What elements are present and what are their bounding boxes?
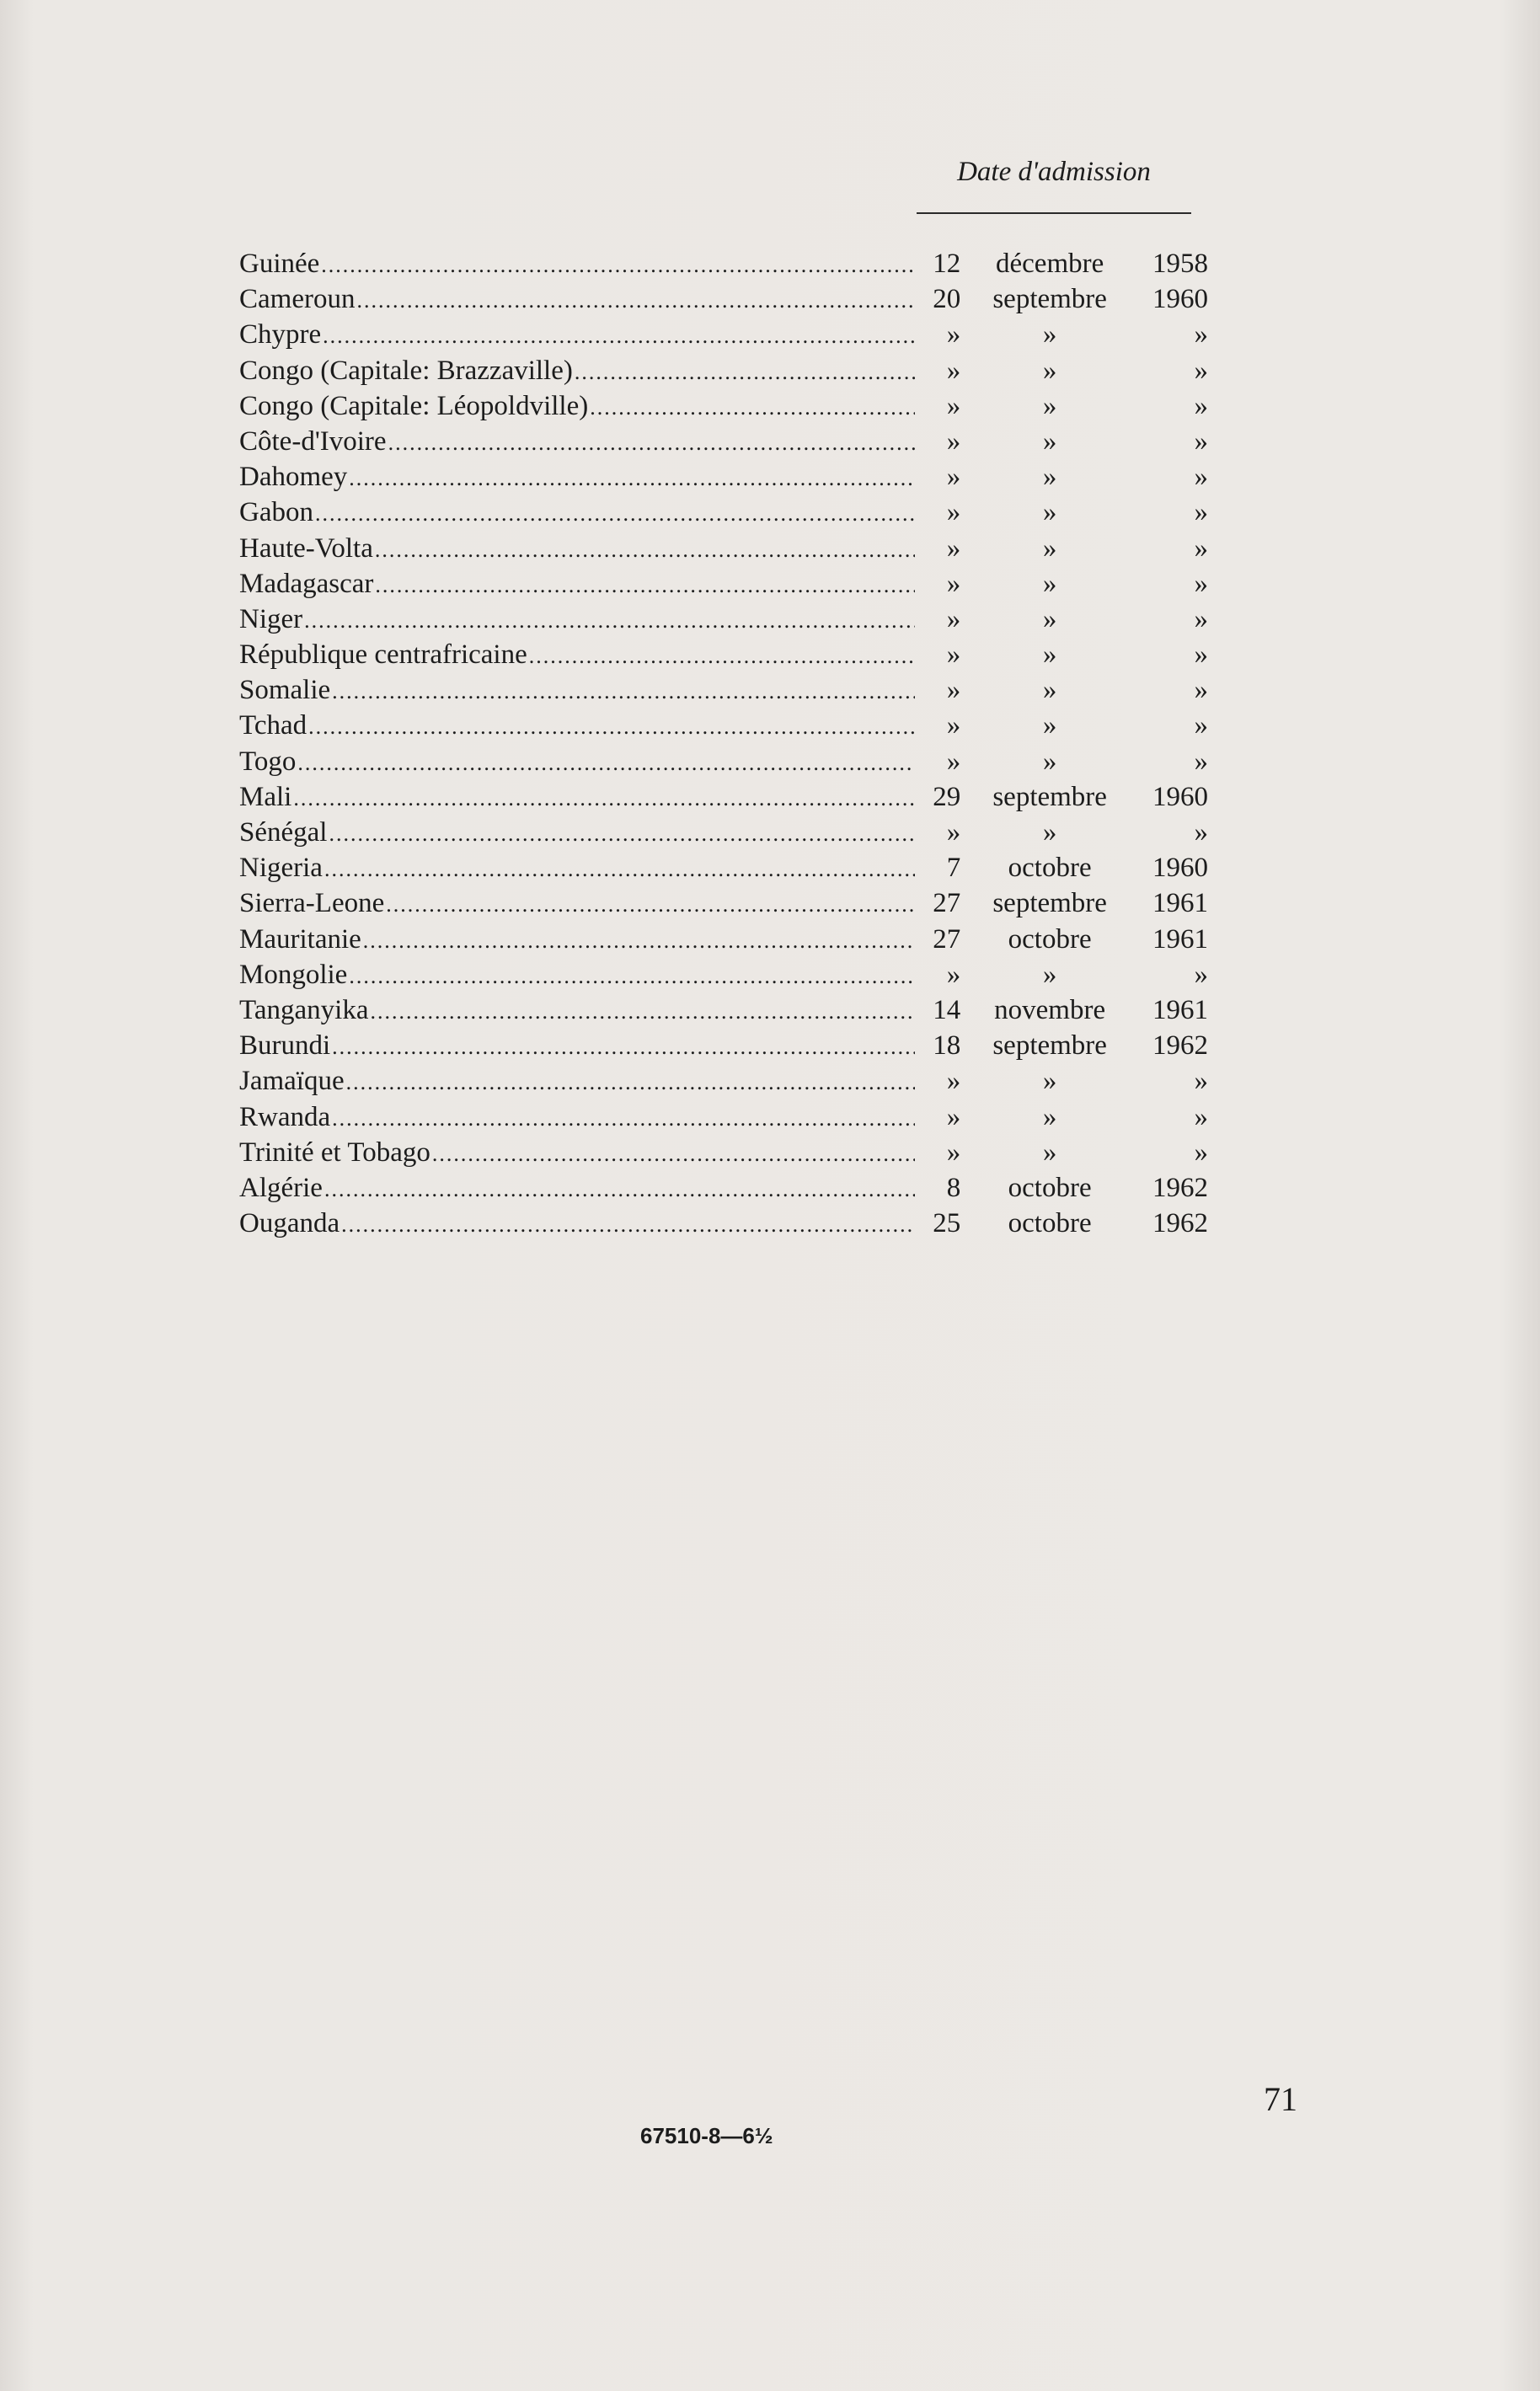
country-name: Mali: [239, 781, 292, 812]
admission-year: 1961: [1152, 888, 1208, 919]
country-name: Madagascar: [239, 568, 374, 599]
header-rule: [917, 212, 1191, 214]
admission-month: »: [1042, 462, 1057, 493]
table-row: [239, 815, 1208, 850]
table-row: [239, 637, 1208, 672]
admission-year: »: [1194, 959, 1208, 990]
print-code: 67510-8—6½: [640, 2123, 773, 2148]
admission-month: octobre: [1008, 923, 1092, 955]
admission-year: »: [1194, 532, 1208, 564]
country-name: Mauritanie: [239, 923, 361, 955]
country-cell: [239, 1206, 923, 1243]
admission-day: »: [946, 568, 961, 599]
admission-day: 8: [946, 1172, 961, 1203]
dot-leader: [370, 994, 915, 1030]
dot-leader: [332, 1030, 915, 1065]
dot-leader: [293, 781, 915, 816]
admission-year: »: [1194, 817, 1208, 848]
admission-month: »: [1042, 1066, 1057, 1097]
country-cell: [239, 708, 923, 745]
admission-day: 27: [933, 923, 961, 955]
admission-month: septembre: [992, 284, 1107, 315]
country-cell: [239, 317, 923, 354]
country-cell: [239, 353, 923, 390]
admission-day: 14: [933, 994, 961, 1025]
dot-leader: [432, 1137, 916, 1172]
admission-year: »: [1194, 603, 1208, 634]
admission-month: »: [1042, 710, 1057, 741]
country-cell: [239, 424, 923, 461]
table-row: [239, 885, 1208, 921]
dot-leader: [388, 425, 916, 461]
admission-month: octobre: [1008, 853, 1092, 884]
admission-year: »: [1194, 390, 1208, 421]
dot-leader: [324, 1172, 915, 1207]
admission-year: »: [1194, 1101, 1208, 1132]
country-cell: [239, 281, 923, 318]
admission-day: »: [946, 319, 961, 350]
country-cell: [239, 1170, 923, 1207]
dot-leader: [329, 816, 915, 852]
admission-month: »: [1042, 959, 1057, 990]
country-cell: [239, 566, 923, 603]
admission-month: »: [1042, 390, 1057, 421]
dot-leader: [315, 496, 915, 532]
country-cell: [239, 744, 923, 781]
country-name: Togo: [239, 746, 297, 777]
country-name: Congo (Capitale: Brazzaville): [239, 355, 573, 386]
table-row: [239, 1206, 1208, 1241]
admission-day: 25: [933, 1208, 961, 1239]
dot-leader: [323, 318, 915, 354]
table-row: [239, 602, 1208, 637]
table-row: [239, 744, 1208, 779]
admission-year: »: [1194, 497, 1208, 528]
admission-day: »: [946, 603, 961, 634]
admission-day: »: [946, 532, 961, 564]
country-cell: [239, 637, 923, 674]
admission-day: 29: [933, 781, 961, 812]
admission-month: septembre: [992, 888, 1107, 919]
dot-leader: [341, 1207, 915, 1243]
table-row: [239, 957, 1208, 992]
admission-month: »: [1042, 568, 1057, 599]
table-row: [239, 566, 1208, 602]
dot-leader: [332, 1101, 915, 1137]
country-cell: [239, 850, 923, 887]
dot-leader: [529, 639, 916, 674]
page-number: 71: [1264, 2080, 1297, 2118]
country-cell: [239, 495, 923, 532]
admission-month: »: [1042, 817, 1057, 848]
table-row: [239, 850, 1208, 885]
admission-year: »: [1194, 1066, 1208, 1097]
country-name: Sénégal: [239, 817, 328, 848]
table-row: [239, 459, 1208, 495]
admission-year: 1960: [1152, 284, 1208, 315]
dot-leader: [297, 746, 915, 781]
table-row: [239, 992, 1208, 1028]
admission-day: »: [946, 462, 961, 493]
country-cell: [239, 602, 923, 639]
admission-day: »: [946, 425, 961, 457]
table-row: [239, 1135, 1208, 1170]
admission-month: »: [1042, 532, 1057, 564]
country-name: Mongolie: [239, 959, 348, 990]
country-name: Algérie: [239, 1172, 323, 1203]
country-cell: [239, 1135, 923, 1172]
dot-leader: [346, 1065, 916, 1100]
table-row: [239, 1170, 1208, 1206]
admission-year: »: [1194, 710, 1208, 741]
country-name: Dahomey: [239, 462, 348, 493]
admission-day: »: [946, 959, 961, 990]
admission-day: »: [946, 710, 961, 741]
table-row: [239, 779, 1208, 815]
country-name: Guinée: [239, 249, 320, 279]
admission-day: »: [946, 675, 961, 706]
table-row: [239, 388, 1208, 424]
admission-day: »: [946, 355, 961, 386]
country-cell: [239, 672, 923, 709]
dot-leader: [324, 852, 915, 887]
dot-leader: [349, 959, 915, 994]
dot-leader: [321, 248, 915, 283]
country-name: Burundi: [239, 1030, 331, 1062]
dot-leader: [308, 709, 915, 745]
admission-year: 1962: [1152, 1172, 1208, 1203]
admission-year: 1961: [1152, 994, 1208, 1025]
admission-day: »: [946, 746, 961, 777]
country-cell: [239, 459, 923, 496]
admission-year: »: [1194, 319, 1208, 350]
admission-month: décembre: [996, 249, 1104, 279]
country-cell: [239, 246, 923, 283]
country-cell: [239, 957, 923, 994]
table-row: [239, 672, 1208, 708]
admission-month: octobre: [1008, 1208, 1092, 1239]
admission-year: 1960: [1152, 853, 1208, 884]
admission-day: 20: [933, 284, 961, 315]
admission-month: septembre: [992, 781, 1107, 812]
country-name: Cameroun: [239, 284, 356, 315]
country-name: Niger: [239, 603, 303, 634]
dot-leader: [304, 603, 915, 639]
dot-leader: [590, 390, 915, 425]
table-row: [239, 353, 1208, 388]
dot-leader: [386, 887, 915, 923]
admission-month: »: [1042, 639, 1057, 671]
table-row: [239, 1028, 1208, 1063]
admission-day: »: [946, 1137, 961, 1168]
admission-month: »: [1042, 675, 1057, 706]
country-name: Jamaïque: [239, 1066, 345, 1097]
country-name: Ouganda: [239, 1208, 340, 1239]
country-name: Tchad: [239, 710, 307, 741]
country-cell: [239, 992, 923, 1030]
table-row: [239, 281, 1208, 317]
country-cell: [239, 388, 923, 425]
admission-month: septembre: [992, 1030, 1107, 1062]
dot-leader: [349, 461, 915, 496]
admission-month: »: [1042, 746, 1057, 777]
admission-day: 7: [946, 853, 961, 884]
admission-day: »: [946, 639, 961, 671]
admission-day: »: [946, 1101, 961, 1132]
country-cell: [239, 531, 923, 568]
admission-year: 1962: [1152, 1030, 1208, 1062]
table-row: [239, 246, 1208, 281]
dot-leader: [375, 568, 915, 603]
admission-day: 27: [933, 888, 961, 919]
dot-leader: [575, 355, 916, 390]
admission-year: »: [1194, 746, 1208, 777]
admission-year: »: [1194, 425, 1208, 457]
country-cell: [239, 1028, 923, 1065]
country-name: Nigeria: [239, 853, 323, 884]
admission-month: »: [1042, 497, 1057, 528]
country-name: Trinité et Tobago: [239, 1137, 430, 1168]
country-cell: [239, 1063, 923, 1100]
table-row: [239, 424, 1208, 459]
admission-month: novembre: [994, 994, 1106, 1025]
table-row: [239, 317, 1208, 352]
admission-year: 1962: [1152, 1208, 1208, 1239]
dot-leader: [332, 674, 915, 709]
admission-day: 18: [933, 1030, 961, 1062]
admission-month: »: [1042, 1101, 1057, 1132]
table-row: [239, 922, 1208, 957]
admission-year: 1960: [1152, 781, 1208, 812]
admission-year: »: [1194, 1137, 1208, 1168]
country-name: Haute-Volta: [239, 532, 373, 564]
country-name: Rwanda: [239, 1101, 331, 1132]
country-cell: [239, 815, 923, 852]
table-row: [239, 1063, 1208, 1099]
admission-month: »: [1042, 1137, 1057, 1168]
country-name: Côte-d'Ivoire: [239, 425, 387, 457]
country-name: Congo (Capitale: Léopoldville): [239, 390, 589, 421]
admission-day: »: [946, 1066, 961, 1097]
country-name: Somalie: [239, 675, 331, 706]
admission-month: »: [1042, 425, 1057, 457]
country-name: République centrafricaine: [239, 639, 527, 671]
country-name: Tanganyika: [239, 994, 369, 1025]
dot-leader: [375, 532, 916, 568]
admission-table: [239, 246, 1208, 1241]
admission-day: »: [946, 817, 961, 848]
column-header-date: Date d'admission: [957, 157, 1151, 187]
table-row: [239, 1099, 1208, 1135]
table-row: [239, 531, 1208, 566]
table-row: [239, 708, 1208, 743]
admission-month: »: [1042, 603, 1057, 634]
admission-month: octobre: [1008, 1172, 1092, 1203]
admission-year: »: [1194, 462, 1208, 493]
admission-day: »: [946, 390, 961, 421]
admission-month: »: [1042, 319, 1057, 350]
dot-leader: [363, 923, 916, 959]
admission-year: »: [1194, 355, 1208, 386]
admission-day: »: [946, 497, 961, 528]
admission-year: »: [1194, 568, 1208, 599]
country-cell: [239, 885, 923, 923]
admission-year: »: [1194, 639, 1208, 671]
country-name: Chypre: [239, 319, 322, 350]
table-row: [239, 495, 1208, 530]
country-name: Sierra-Leone: [239, 888, 385, 919]
country-name: Gabon: [239, 497, 313, 528]
country-cell: [239, 922, 923, 959]
admission-year: 1961: [1152, 923, 1208, 955]
country-cell: [239, 1099, 923, 1137]
admission-day: 12: [933, 249, 961, 279]
admission-year: »: [1194, 675, 1208, 706]
admission-month: »: [1042, 355, 1057, 386]
admission-year: 1958: [1152, 249, 1208, 279]
dot-leader: [356, 283, 915, 318]
country-cell: [239, 779, 923, 816]
